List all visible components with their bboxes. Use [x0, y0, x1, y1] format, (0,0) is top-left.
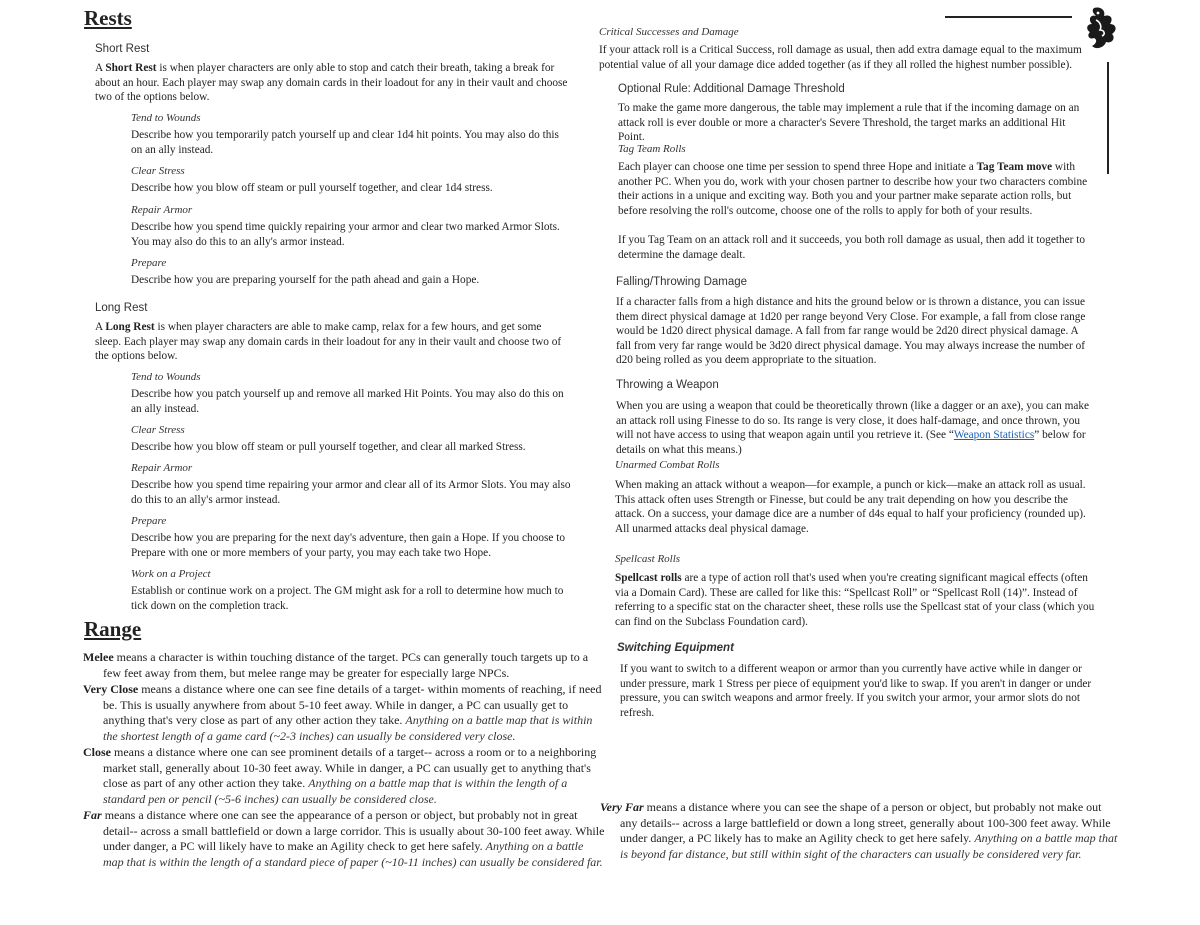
throwing-text: When you are using a weapon that could be theoretically thrown (like a dagger or an axe), you can make an attack roll using Finesse to do so. Its range is very close, it does half-damage, and once thrown, you will not have access to using that weapon again until you retrieve it. (See “Weapon Statistics” below for details on what this means.) — [616, 400, 1090, 456]
unarmed-heading: Unarmed Combat Rolls — [615, 459, 720, 471]
short-rest-intro: A Short Rest is when player characters are only able to stop and catch their breath, taking a break for about an hour. Each player may swap any domain cards in their loadout for any in their vault and choose two of the options below. — [95, 62, 568, 104]
crit-text: If your attack roll is a Critical Success, roll damage as usual, then add extra damage equal to the maximum potential value of all your damage dice added together (as if they all rolled the highest number possible). — [599, 44, 1082, 71]
header-rule — [945, 16, 1072, 18]
short-option-text: Describe how you temporarily patch yourself up and clear 1d4 hit points. You may also do this on an ally instead. — [131, 129, 559, 156]
throwing-heading: Throwing a Weapon — [616, 379, 719, 391]
crit-heading: Critical Successes and Damage — [599, 26, 739, 38]
margin-rule — [1107, 62, 1109, 174]
long-rest-intro: A Long Rest is when player characters are able to make camp, relax for a few hours, and get some sleep. Each player may swap any domain cards in their loadout for any in their vault and choose two of the options below. — [95, 321, 562, 363]
unarmed-text: When making an attack without a weapon—for example, a punch or kick—make an attack roll as usual. This attack often uses Strength or Finesse, but could be any trait depending on how you describe the attack. On a success, your damage dice are a number of d4s equal to half your proficiency (rounded up). All unarmed attacks deal physical damage. — [615, 479, 1086, 535]
range-title: Range — [84, 617, 142, 641]
short-option-text: Describe how you spend time quickly repairing your armor and clear two marked Armor Slots. You may also do this to an ally's armor instead. — [131, 221, 560, 248]
long-option-text: Describe how you are preparing for the next day's adventure, then gain a Hope. If you choose to Prepare with one or more members of your party, you may each take two Hope. — [131, 532, 565, 559]
short-option-name: Tend to Wounds — [131, 112, 201, 124]
spellcast-heading: Spellcast Rolls — [615, 553, 681, 565]
long-option-name: Clear Stress — [131, 424, 185, 436]
long-option-text: Describe how you spend time repairing your armor and clear all of its Armor Slots. You may also do this to an ally's armor instead. — [131, 479, 571, 506]
tag-team-text-2: If you Tag Team on an attack roll and it succeeds, you both roll damage as usual, then add it together to determine the damage dealt. — [618, 234, 1086, 261]
range-close: Close means a distance where one can see prominent details of a target-- across a room or to a neighboring market stall, generally about 10-30 feet away. While in danger, a PC can usually get to anything that's close as part of any other action they take. Anything on a battle map that is within the length of a standard pen or pencil (~5-6 inches) can usually be considered close. — [83, 745, 597, 806]
long-option-name: Work on a Project — [131, 568, 211, 580]
short-option-name: Prepare — [131, 257, 167, 269]
optional-rule-text: To make the game more dangerous, the table may implement a rule that if the incoming damage on an attack roll is ever double or more a character's Severe Threshold, the target marks an additional Hit Point. — [618, 102, 1080, 144]
range-melee: Melee means a character is within touching distance of the target. PCs can generally touch targets up to a few feet away from them, but melee range may be greater for especially large NPCs. — [83, 650, 589, 680]
tag-team-heading: Tag Team Rolls — [618, 143, 686, 155]
spellcast-text: Spellcast rolls are a type of action roll that's used when you're creating significant magical effects (often via a Domain Card). These are called for like this: “Spellcast Roll” or “Spellcast Roll (14)”. Instead of referring to a specific stat on the character sheet, these rolls use the Spellcast stat of your class (which you can find on the Subclass Foundation card). — [615, 572, 1095, 628]
long-option-name: Repair Armor — [131, 462, 193, 474]
falling-heading: Falling/Throwing Damage — [616, 276, 748, 288]
long-option-text: Establish or continue work on a project. The GM might ask for a roll to determine how much to tick down on the completion track. — [131, 585, 564, 612]
short-option-text: Describe how you are preparing yourself for the path ahead and gain a Hope. — [131, 274, 480, 286]
short-option-name: Clear Stress — [131, 165, 185, 177]
switching-text: If you want to switch to a different weapon or armor than you currently have active while in danger or under pressure, mark 1 Stress per piece of equipment you'd like to swap. If you aren't in danger or under pressure, you can switch weapons and armor freely. If you switch your armor, your armor slots do not refresh. — [620, 663, 1092, 719]
rests-title: Rests — [84, 6, 132, 30]
long-rest-heading: Long Rest — [95, 302, 148, 314]
long-option-name: Tend to Wounds — [131, 371, 201, 383]
range-very-close: Very Close means a distance where one can see fine details of a target- within moments of reaching, if need be. This is usually anywhere from about 5-10 feet away. While in danger, a PC can usually get to anything that's very close as part of any other action they take. Anything on a battle map that is within the shortest length of a game card (~2-3 inches) can usually be considered very close. — [83, 682, 602, 743]
falling-text: If a character falls from a high distance and hits the ground below or is thrown a distance, you can issue them direct physical damage at 1d20 per range beyond Very Close. For example, a fall from close range would be 1d20 direct physical damage. A fall from far range would be 2d20 direct physical damage. A fall from very far range would be 3d20 direct physical damage. You may always increase the number of d20 being rolled as you deem appropriate to the situation. — [616, 296, 1086, 367]
short-rest-heading: Short Rest — [95, 43, 150, 55]
long-option-text: Describe how you patch yourself up and remove all marked Hit Points. You may also do this on an ally instead. — [131, 388, 564, 415]
long-option-text: Describe how you blow off steam or pull yourself together, and clear all marked Stress. — [131, 441, 526, 453]
switching-heading: Switching Equipment — [617, 642, 734, 654]
short-option-name: Repair Armor — [131, 204, 193, 216]
weapon-statistics-link[interactable]: Weapon Statistics — [953, 429, 1035, 442]
optional-rule-heading: Optional Rule: Additional Damage Threshold — [618, 83, 845, 95]
range-very-far: Very Far means a distance where you can see the shape of a person or object, but probably not make out any details-- across a large battlefield or down a long street, generally about 100-300 feet away. While under danger, a PC likely has to make an Agility check to get here safely. Anything on a battle map that is beyond far distance, but still within sight of the characters can usually be considered very far. — [600, 800, 1118, 861]
short-option-text: Describe how you blow off steam or pull yourself together, and clear 1d4 stress. — [131, 182, 493, 194]
tag-team-text: Each player can choose one time per session to spend three Hope and initiate a Tag Team move with another PC. When you do, work with your chosen partner to describe how your two characters combine their actions in a unique and exciting way. Both you and your partner make separate action rolls, but before resolving the roll's outcome, choose one of the rolls to apply for both of your results. — [618, 161, 1088, 217]
range-far: Far means a distance where one can see the appearance of a person or object, but probably not in great detail-- across a small battlefield or down a large corridor. This is usually about 30-100 feet away. While under danger, a PC will likely have to make an Agility check to get here safely. Anything on a battle map that is within the length of a standard piece of paper (~10-11 inches) can usually be considered far. — [83, 808, 605, 869]
long-option-name: Prepare — [131, 515, 167, 527]
